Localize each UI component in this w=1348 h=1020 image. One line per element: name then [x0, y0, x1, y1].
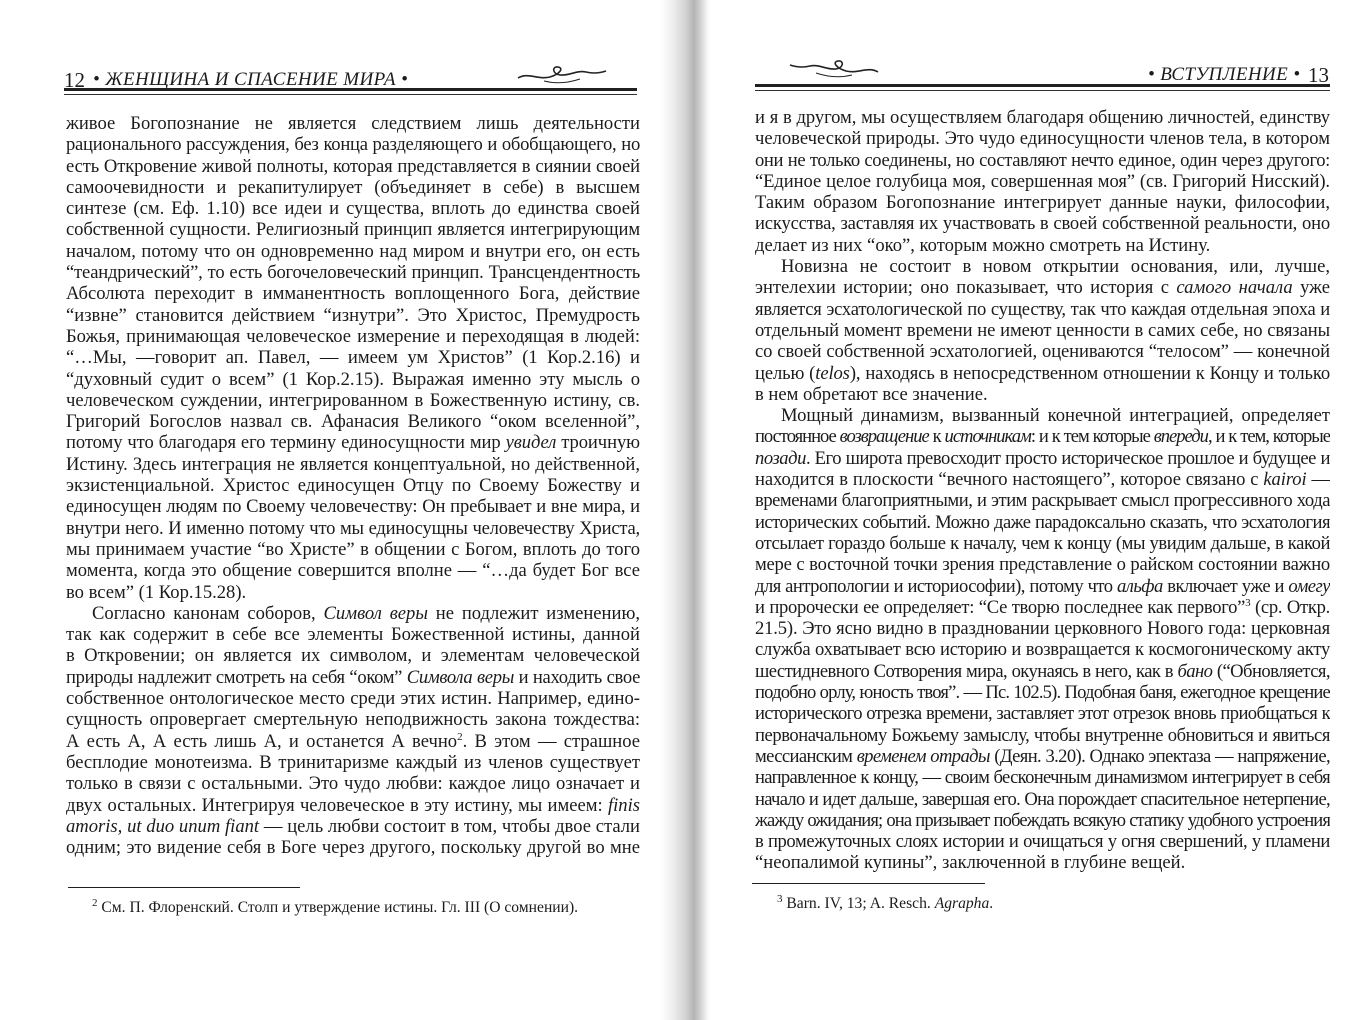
- text-line: [755, 639, 1330, 660]
- text-line: [66, 582, 640, 603]
- text-line: [66, 731, 640, 752]
- left-footnote-rule: [68, 887, 300, 888]
- text-run: постоянное: [755, 426, 840, 448]
- text-line: [66, 518, 640, 539]
- left-footnote: [92, 896, 579, 917]
- text-line: [755, 576, 1330, 597]
- text-run: живое Богопознание не является следствием лишь деятельности: [66, 113, 640, 134]
- paragraph: [755, 405, 1330, 874]
- text-run: для антропологии и историософии), потому что: [755, 575, 1117, 597]
- text-run: Согласно канонам соборов,: [92, 602, 324, 624]
- italic-text: омегу: [1288, 575, 1330, 597]
- text-run: целью (: [755, 362, 816, 384]
- text-run: является эсхатологической по существу, так что каждая отдельная эпоха и: [755, 298, 1330, 320]
- left-page-number: 12: [64, 68, 85, 92]
- text-run: См. П. Флоренский. Столп и утверждение истины. Гл. III (О сомнении).: [97, 899, 579, 916]
- italic-text: источникам: [944, 426, 1031, 448]
- italic-text: возвращение: [839, 426, 929, 448]
- text-line: [66, 241, 640, 262]
- text-run: во всем” (1 Кор.15.28).: [66, 581, 247, 603]
- text-run: одним; это видение себя в Боге через другого, поскольку другой во мне: [66, 837, 640, 859]
- text-line: [755, 533, 1330, 554]
- text-line: [66, 262, 640, 283]
- text-run: Barn. IV, 13; A. Resch.: [782, 895, 935, 912]
- text-line: [755, 810, 1330, 831]
- text-line: [755, 554, 1330, 575]
- text-line: [755, 469, 1330, 490]
- text-run: троичную: [556, 432, 640, 454]
- text-run: синтезе (см. Еф. 1.10) все идеи и существа, вплоть до единства своей: [66, 198, 640, 220]
- text-run: .: [989, 895, 994, 912]
- text-run: “Единое целое голубица моя, совершенная моя” (св. Григорий Нисский).: [755, 170, 1330, 192]
- text-line: [66, 283, 640, 304]
- text-line: [66, 624, 640, 645]
- text-run: отдельный момент времени не имеют ценности в самих себе, но связаны: [755, 319, 1330, 341]
- text-run: собственной сущности. Религиозный принцип является интегрирующим: [66, 219, 640, 241]
- text-line: [755, 512, 1330, 533]
- text-line: [66, 369, 640, 390]
- text-line: [66, 475, 640, 496]
- text-run: Григорий Богослов назвал св. Афанасия Великого “оком вселенной”,: [66, 411, 640, 433]
- footnote-marker: 3: [1245, 596, 1251, 609]
- left-header-rule-thin: [64, 94, 637, 95]
- text-line: [755, 299, 1330, 320]
- text-line: [66, 603, 640, 624]
- text-line: [66, 709, 640, 730]
- text-run: . Его широта превосходит просто историческое прошлое и будущее и: [805, 447, 1330, 469]
- text-run: в Откровении; он является их символом, и элементам человеческой: [66, 645, 640, 667]
- text-line: [66, 667, 640, 688]
- text-line: [755, 384, 1330, 405]
- italic-text: Agrapha: [934, 895, 990, 912]
- text-line: [66, 645, 640, 666]
- text-run: только в связи с остальными. Это чудо любви: каждое лицо означает и: [66, 773, 640, 795]
- text-run: исторического отрезка времени, заставляет этот отрезок вновь приобщаться к: [755, 703, 1330, 725]
- text-run: временами благоприятными, и этим раскрывает смысл прогрессивного хода: [755, 490, 1330, 512]
- text-line: [755, 448, 1330, 469]
- footnote-marker: 2: [457, 730, 463, 743]
- text-run: ), находясь в непосредственном отношении к Концу и только: [849, 362, 1330, 384]
- text-line: [755, 213, 1330, 234]
- text-line: [755, 341, 1330, 362]
- text-line: [755, 725, 1330, 746]
- italic-text: telos: [815, 362, 850, 384]
- text-line: [755, 852, 1330, 873]
- italic-text: Символ веры: [323, 602, 428, 624]
- text-line: [755, 426, 1330, 447]
- text-line: [66, 113, 640, 134]
- text-run: Божья, принимающая человеческое измерение и переходящая в людей:: [66, 325, 640, 347]
- text-line: [755, 703, 1330, 724]
- text-line: [66, 198, 640, 219]
- right-page-number: 13: [1308, 63, 1329, 87]
- text-line: [66, 326, 640, 347]
- left-running-title: • ЖЕНЩИНА И СПАСЕНИЕ МИРА •: [93, 69, 409, 90]
- text-line: [755, 597, 1330, 618]
- text-run: , и к тем, которые: [1207, 426, 1330, 448]
- text-line: [66, 219, 640, 240]
- text-run: не подлежит изменению,: [427, 602, 640, 624]
- text-run: Таким образом Богопознание интегрирует данные науки, философии,: [755, 192, 1330, 214]
- text-run: жажду ожидания; она призывает побеждать всякую статику удобного устроения: [755, 809, 1330, 831]
- text-run: искусства, заставляя их участвовать в своей собственной реальности, оно: [755, 213, 1330, 235]
- text-line: [755, 150, 1330, 171]
- paragraph: [755, 107, 1330, 256]
- text-run: исторических событий. Можно даже парадоксально сказать, что эсхатология: [755, 511, 1330, 533]
- text-line: [66, 454, 640, 475]
- text-line: [755, 192, 1330, 213]
- italic-text: бано: [1177, 660, 1213, 682]
- text-line: [66, 795, 640, 816]
- text-run: и я в другом, мы осуществляем благодаря общению личностей, единству: [755, 107, 1330, 128]
- text-run: . В этом — страшное: [462, 730, 640, 752]
- italic-text: amoris, ut duo unum fiant: [66, 815, 260, 837]
- paragraph: [66, 603, 640, 859]
- text-run: к: [928, 426, 945, 448]
- left-header-rule: [64, 88, 637, 91]
- right-page-body-text: [755, 107, 1330, 874]
- text-run: Мощный динамизм, вызванный конечной интеграцией, определяет: [781, 405, 1330, 427]
- text-run: первоначальному Божьему замыслу, чтобы внутренне обновиться и явиться: [755, 724, 1330, 746]
- text-run: момента, когда это общение совершится вполне — “…да будет Бог все: [66, 560, 640, 582]
- text-run: (Деян. 3.20). Однако эпектаза — напряжение,: [989, 745, 1330, 767]
- text-line: [66, 390, 640, 411]
- right-footnote: [777, 892, 994, 913]
- text-line: [755, 789, 1330, 810]
- text-run: 21.5). Это ясно видно в праздновании церковного Нового года: церковная: [755, 618, 1330, 640]
- text-run: собственное онтологическое место среди этих истин. Например, едино-: [66, 688, 640, 710]
- text-run: служба охватывает всю историю и возвращается к космогоническому акту: [755, 639, 1330, 661]
- text-line: [755, 767, 1330, 788]
- right-header-rule: [755, 84, 1330, 87]
- text-line: [66, 688, 640, 709]
- text-run: уже: [1292, 277, 1330, 299]
- text-line: [755, 320, 1330, 341]
- text-run: включает уже и: [1162, 575, 1289, 597]
- text-run: находится в плоскости “вечного настоящего”, которое связано с: [755, 469, 1264, 491]
- italic-text: увидел: [505, 432, 557, 454]
- book-gutter: [660, 0, 710, 1020]
- footnote-marker: 2: [92, 896, 98, 909]
- text-run: самоочевидности и рекапитулирует (объединяет в себе) в высшем: [66, 176, 640, 198]
- text-line: [66, 177, 640, 198]
- text-line: [66, 411, 640, 432]
- text-run: внутри него. И именно потому что мы единосущны человечеству Христа,: [66, 517, 640, 539]
- text-line: [66, 156, 640, 177]
- text-run: мы принимаем участие “во Христе” в общении с Богом, вплоть до того: [66, 538, 640, 560]
- text-line: [755, 746, 1330, 767]
- text-run: направленное к концу, — своим бесконечным динамизмом интегрирует в себя: [755, 767, 1330, 789]
- text-run: в промежуточных слоях истории и очищаться у огня свершений, у пламени: [755, 831, 1330, 853]
- left-page-body-text: [66, 113, 640, 858]
- footnote-marker: 3: [777, 892, 783, 905]
- text-run: шестидневного Сотворения мира, окунаясь в него, как в: [755, 660, 1178, 682]
- text-run: и находить свое: [513, 666, 640, 688]
- paragraph: [66, 113, 640, 603]
- text-run: рационального рассуждения, без конца разделяющего и обобщающего, но: [66, 134, 640, 156]
- text-run: “…Мы, —говорит ап. Павел, — имеем ум Христов” (1 Кор.2.16) и: [66, 347, 640, 369]
- text-line: [755, 277, 1330, 298]
- text-line: [755, 831, 1330, 852]
- text-run: и пророчески ее определяет: “Се творю последнее как первого”: [755, 596, 1246, 618]
- text-run: мессианским: [755, 745, 857, 767]
- text-run: так как содержит в себе все элементы Божественной истины, данной: [66, 624, 640, 646]
- text-line: [755, 235, 1330, 256]
- italic-text: Символа веры: [406, 666, 514, 688]
- text-run: А есть А, А есть лишь А, и останется А вечно: [66, 730, 458, 752]
- italic-text: позади: [755, 447, 806, 469]
- text-run: единосущен людям по Своему человечеству: Он пребывает и вне мира, и: [66, 496, 640, 518]
- text-line: [755, 618, 1330, 639]
- text-line: [66, 773, 640, 794]
- text-run: Истину. Здесь интеграция не является концептуальной, но действенной,: [66, 453, 640, 475]
- text-run: начало и идет дальше, завершая его. Она порождает спасительное нетерпение,: [755, 788, 1330, 810]
- italic-text: kairoi: [1263, 469, 1307, 491]
- text-run: двух остальных. Интегрируя человеческое в эту истину, мы имеем:: [66, 794, 608, 816]
- text-line: [66, 816, 640, 837]
- text-line: [66, 432, 640, 453]
- text-line: [755, 107, 1330, 128]
- text-run: в нем обретают все значение.: [755, 383, 988, 405]
- italic-text: альфа: [1116, 575, 1163, 597]
- text-run: человеческой природы. Это чудо единосущности членов тела, в котором: [755, 128, 1330, 150]
- text-line: [66, 837, 640, 858]
- text-line: [66, 539, 640, 560]
- text-run: “извне” становится действием “изнутри”. Это Христос, Премудрость: [66, 304, 640, 326]
- text-run: сущность опровергает смертельную неподвижность закона тождества:: [66, 709, 640, 731]
- text-run: делает из них “око”, которым можно смотреть на Истину.: [755, 234, 1211, 256]
- right-header-rule-thin: [755, 90, 1330, 91]
- italic-text: впереди: [1153, 426, 1208, 448]
- text-line: [755, 128, 1330, 149]
- text-run: экзистенциальной. Христос единосущен Отцу по Своему Божеству и: [66, 475, 640, 497]
- text-line: [755, 171, 1330, 192]
- text-line: [755, 256, 1330, 277]
- text-line: [755, 363, 1330, 384]
- text-line: [66, 496, 640, 517]
- text-run: (ср. Откр.: [1250, 596, 1330, 618]
- text-run: —: [1306, 469, 1330, 491]
- text-line: [66, 134, 640, 155]
- text-run: энтелехии истории; оно показывает, что история с: [755, 277, 1177, 299]
- text-line: [66, 305, 640, 326]
- text-run: подобно орлу, юность твоя”. — Пс. 102.5). Подобная баня, ежегодное крещение: [755, 682, 1330, 704]
- flourish-ornament-icon: [788, 56, 880, 82]
- text-run: “теандрический”, то есть богочеловеческий принцип. Трансцендентность: [66, 262, 640, 284]
- text-line: [66, 560, 640, 581]
- text-line: [66, 752, 640, 773]
- text-run: “неопалимой купины”, заключенной в глубине вещей.: [755, 852, 1186, 874]
- text-line: [755, 405, 1330, 426]
- text-run: отсылает гораздо больше к началу, чем к концу (мы увидим дальше, в какой: [755, 532, 1330, 554]
- text-line: [66, 347, 640, 368]
- text-run: есть Откровение живой полноты, которая представляется в сиянии своей: [66, 155, 640, 177]
- italic-text: временем отрады: [856, 745, 990, 767]
- text-run: потому что благодаря его термину единосущности мир: [66, 432, 506, 454]
- text-line: [755, 682, 1330, 703]
- text-run: : и к тем которые: [1030, 426, 1154, 448]
- italic-text: самого начала: [1176, 277, 1293, 299]
- text-run: Новизна не состоит в новом открытии основания, или, лучше,: [781, 256, 1330, 278]
- italic-text: finis: [607, 794, 640, 816]
- text-run: — цель любви состоит в том, чтобы двое стали: [259, 815, 640, 837]
- text-run: мере с восточной точки зрения представление о райском состоянии важно: [755, 554, 1330, 576]
- text-run: бесплодие монотеизма. В тринитаризме каждый из членов существует: [66, 751, 640, 773]
- text-run: они не только соединены, но составляют нечто единое, один через другого:: [755, 149, 1330, 171]
- right-running-title: • ВСТУПЛЕНИЕ •: [1148, 64, 1301, 85]
- text-run: природы надлежит смотреть на себя “оком”: [66, 666, 407, 688]
- text-run: (“Обновляется,: [1212, 660, 1330, 682]
- text-line: [755, 490, 1330, 511]
- text-run: “духовный судит о всем” (1 Кор.2.15). Выражая именно эту мысль о: [66, 368, 640, 390]
- flourish-ornament-icon: [516, 62, 608, 88]
- paragraph: [755, 256, 1330, 405]
- right-footnote-rule: [752, 883, 985, 884]
- text-run: Абсолюта переходит в имманентность воплощенного Бога, действие: [66, 283, 640, 305]
- text-run: человеческом суждении, интегрированном в Божественную истину, св.: [66, 389, 640, 411]
- text-run: началом, потому что он одновременно над миром и внутри его, он есть: [66, 240, 640, 262]
- text-line: [755, 661, 1330, 682]
- text-run: со своей собственной эсхатологией, оцениваются “телосом” — конечной: [755, 341, 1330, 363]
